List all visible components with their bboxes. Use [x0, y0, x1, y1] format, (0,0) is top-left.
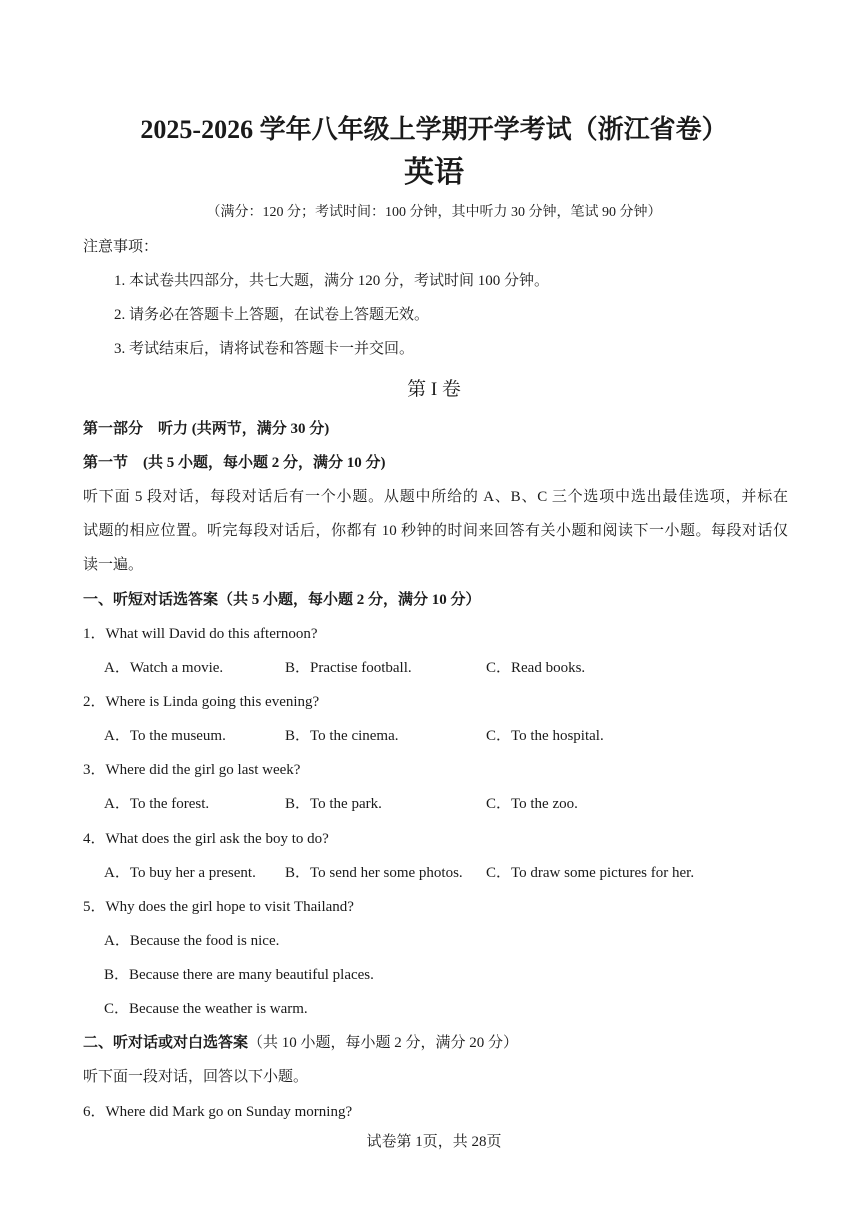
part-heading: 第一部分 听力 (共两节，满分 30 分)	[83, 421, 330, 437]
option-c: C．To the zoo.	[486, 796, 578, 812]
notice-item: 3. 考试结束后，请将试卷和答题卡一并交回。	[114, 341, 415, 357]
volume-title: 第 I 卷	[407, 379, 461, 400]
option-b: B．Because there are many beautiful places.	[104, 967, 374, 983]
group-instruction: 听下面一段对话，回答以下小题。	[83, 1069, 309, 1085]
question-stem: 3．Where did the girl go last week?	[83, 762, 301, 778]
exam-title: 2025-2026 学年八年级上学期开学考试（浙江省卷）	[140, 115, 728, 144]
option-a: A．To buy her a present.	[104, 865, 256, 881]
question-stem: 1．What will David do this afternoon?	[83, 626, 318, 642]
option-b: B．To send her some photos.	[285, 865, 463, 881]
question-stem: 2．Where is Linda going this evening?	[83, 694, 320, 710]
option-a: A．To the museum.	[104, 728, 226, 744]
notice-item: 1. 本试卷共四部分，共七大题，满分 120 分，考试时间 100 分钟。	[114, 273, 550, 289]
group-heading-detail: （共 10 小题，每小题 2 分，满分 20 分）	[248, 1035, 519, 1051]
section-heading: 第一节 (共 5 小题，每小题 2 分，满分 10 分)	[83, 455, 386, 471]
page-footer: 试卷第 1页，共 28页	[366, 1134, 502, 1150]
option-b: B．To the park.	[285, 796, 382, 812]
option-b: B．Practise football.	[285, 660, 412, 676]
group-heading	[83, 1036, 518, 1051]
notice-item: 2. 请务必在答题卡上答题，在试卷上答题无效。	[114, 307, 430, 323]
option-c: C．To draw some pictures for her.	[486, 865, 695, 881]
exam-info: （满分：120 分；考试时间：100 分钟，其中听力 30 分钟，笔试 90 分钟）	[206, 205, 662, 220]
option-c: C．To the hospital.	[486, 728, 604, 744]
instruction-line: 听下面 5 段对话，每段对话后有一个小题。从题中所给的 A、B、C 三个选项中选出最佳选项，并标在	[83, 489, 788, 505]
option-b: B．To the cinema.	[285, 728, 399, 744]
group-heading: 一、听短对话选答案（共 5 小题，每小题 2 分，满分 10 分）	[83, 592, 481, 608]
instruction-line: 试题的相应位置。听完每段对话后，你都有 10 秒钟的时间来回答有关小题和阅读下一小题。每段对话仅	[83, 523, 788, 539]
option-a: A．Watch a movie.	[104, 660, 224, 676]
option-a: A．Because the food is nice.	[104, 933, 280, 949]
option-a: A．To the forest.	[104, 796, 210, 812]
option-c: C．Read books.	[486, 660, 586, 676]
notice-heading: 注意事项：	[83, 239, 159, 255]
instruction-line: 读一遍。	[83, 557, 144, 573]
question-stem: 5．Why does the girl hope to visit Thailand?	[83, 899, 354, 915]
group-heading-main: 二、听对话或对白选答案	[83, 1035, 249, 1051]
question-stem: 6．Where did Mark go on Sunday morning?	[83, 1104, 353, 1120]
option-c: C．Because the weather is warm.	[104, 1001, 308, 1017]
subject-title: 英语	[404, 156, 464, 189]
question-stem: 4．What does the girl ask the boy to do?	[83, 831, 329, 847]
